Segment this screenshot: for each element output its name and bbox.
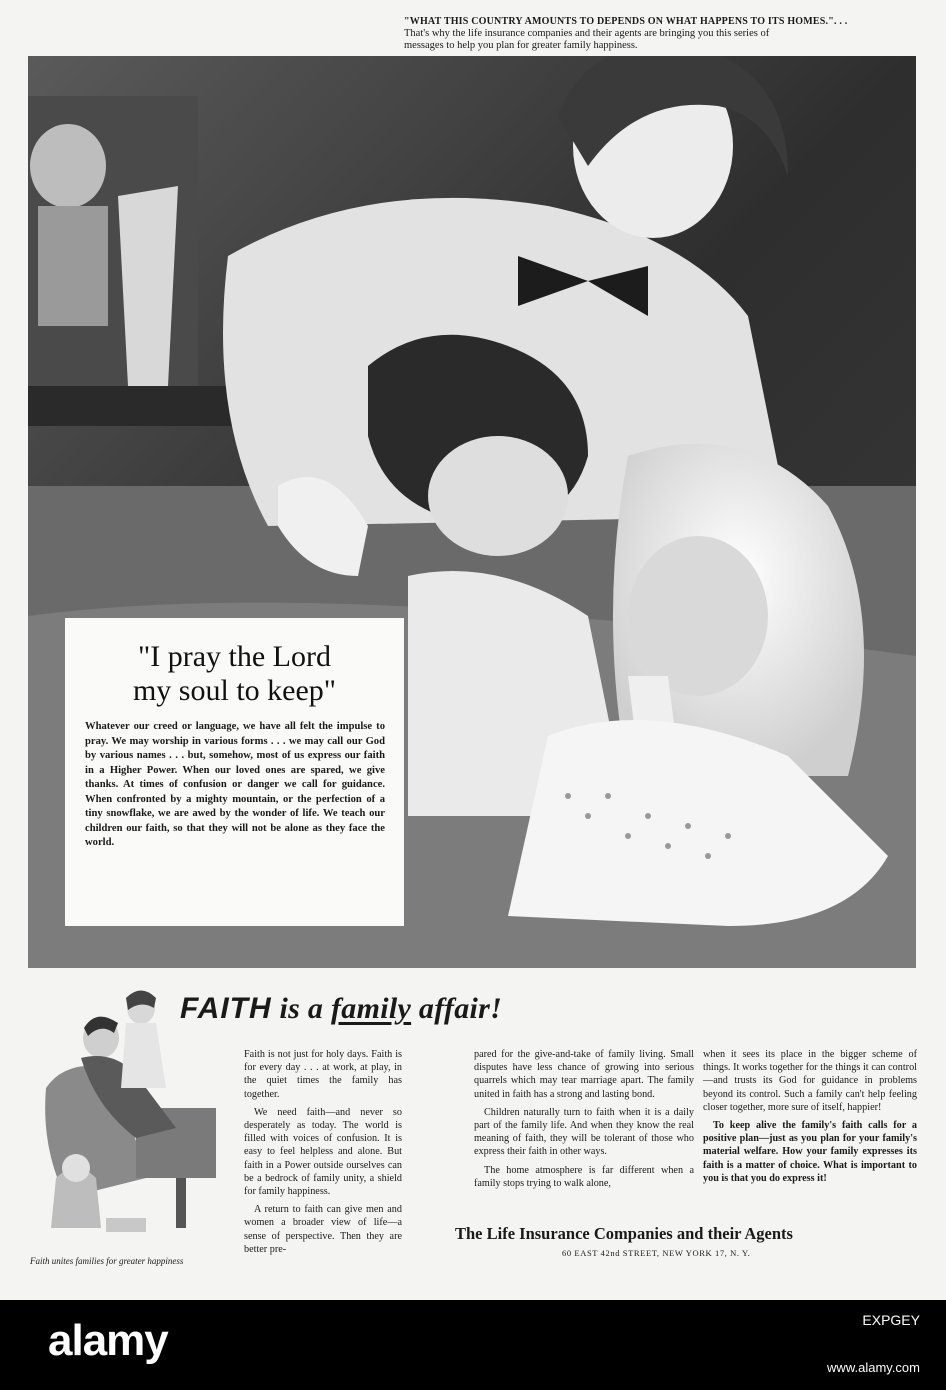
- headline-is-a: is a: [271, 992, 331, 1025]
- headline: [180, 992, 502, 1026]
- column-1-paragraph-3: A return to faith can give men and women a broader view of life—a sense of perspective. Then they are better pre-: [244, 1204, 402, 1255]
- header-quote-caps: "WHAT THIS COUNTRY AMOUNTS TO DEPENDS ON WHAT HAPPENS TO ITS HOMES.". . .: [404, 16, 848, 27]
- body-column-3: [703, 1048, 917, 1190]
- column-3-paragraph-2: To keep alive the family's faith calls for a positive plan—just as you plan for your family's material welfare. How your family expresses its faith is a matter of choice. What is important to you is that you do express it!: [703, 1120, 917, 1184]
- image-id: EXPGEY: [862, 1312, 920, 1328]
- sponsor-address: 60 EAST 42nd STREET, NEW YORK 17, N. Y.: [562, 1248, 751, 1258]
- illustration-caption: Faith unites families for greater happiness: [30, 1256, 184, 1266]
- column-2-paragraph-1: pared for the give-and-take of family living. Small disputes have less chance of growing into serious quarrels which may tear marriage apart. The family united in faith has a strong and lasting bond.: [474, 1049, 694, 1100]
- header-quote: [404, 16, 924, 52]
- headline-faith: FAITH: [180, 992, 272, 1025]
- sponsor-name: The Life Insurance Companies and their Agents: [455, 1224, 793, 1243]
- watermark-url: www.alamy.com: [827, 1360, 920, 1375]
- quote-title-line-2: my soul to keep": [132, 674, 337, 707]
- header-quote-line-2: That's why the life insurance companies and their agents are bringing you this series of: [404, 28, 770, 39]
- quote-box: [65, 618, 404, 926]
- column-1-paragraph-1: Faith is not just for holy days. Faith is for every day . . . at work, at play, in the quiet times the family has together.: [244, 1049, 402, 1100]
- quote-body: Whatever our creed or language, we have all felt the impulse to pray. We may worship in various forms . . . we may call our God by various names . . . but, somehow, most of us express our faith in a Higher Power. When our loved ones are spared, we give thanks. At times of confusion or danger we call for guidance. When confronted by a mighty mountain, or the perfection of a tiny snowflake, we are awed by the wonder of life. We teach our children our faith, so that they will not be alone as they face the world.: [85, 721, 385, 848]
- quote-title-line-1: "I pray the Lord: [137, 640, 331, 673]
- quote-title: [65, 640, 404, 708]
- column-2-paragraph-2: Children naturally turn to faith when it is a daily part of the family life. And when they know the real meaning of faith, they will be tolerant of those who express their faith in other ways.: [474, 1106, 694, 1158]
- headline-affair: affair!: [411, 992, 503, 1025]
- header-quote-line-3: messages to help you plan for greater family happiness.: [404, 40, 638, 51]
- body-column-1: [244, 1048, 402, 1261]
- headline-family: family: [330, 992, 412, 1025]
- body-column-2: [474, 1048, 694, 1195]
- column-2-paragraph-3: The home atmosphere is far different when a family stops trying to walk alone,: [474, 1164, 694, 1189]
- column-3-paragraph-1: when it sees its place in the bigger scheme of things. It works together for the things it can control—and trusts its God for guidance in problems beyond its control. Such a family can't help feeling closer together, more sure of itself, happier!: [703, 1049, 917, 1113]
- alamy-logo: alamy: [48, 1316, 168, 1365]
- column-1-paragraph-2: We need faith—and never so desperately as today. The world is filled with voices of confusion. It is easy to feel helpless and alone. But faith in a Power outside ourselves can be a bedrock of family unity, a shield for family happiness.: [244, 1106, 402, 1198]
